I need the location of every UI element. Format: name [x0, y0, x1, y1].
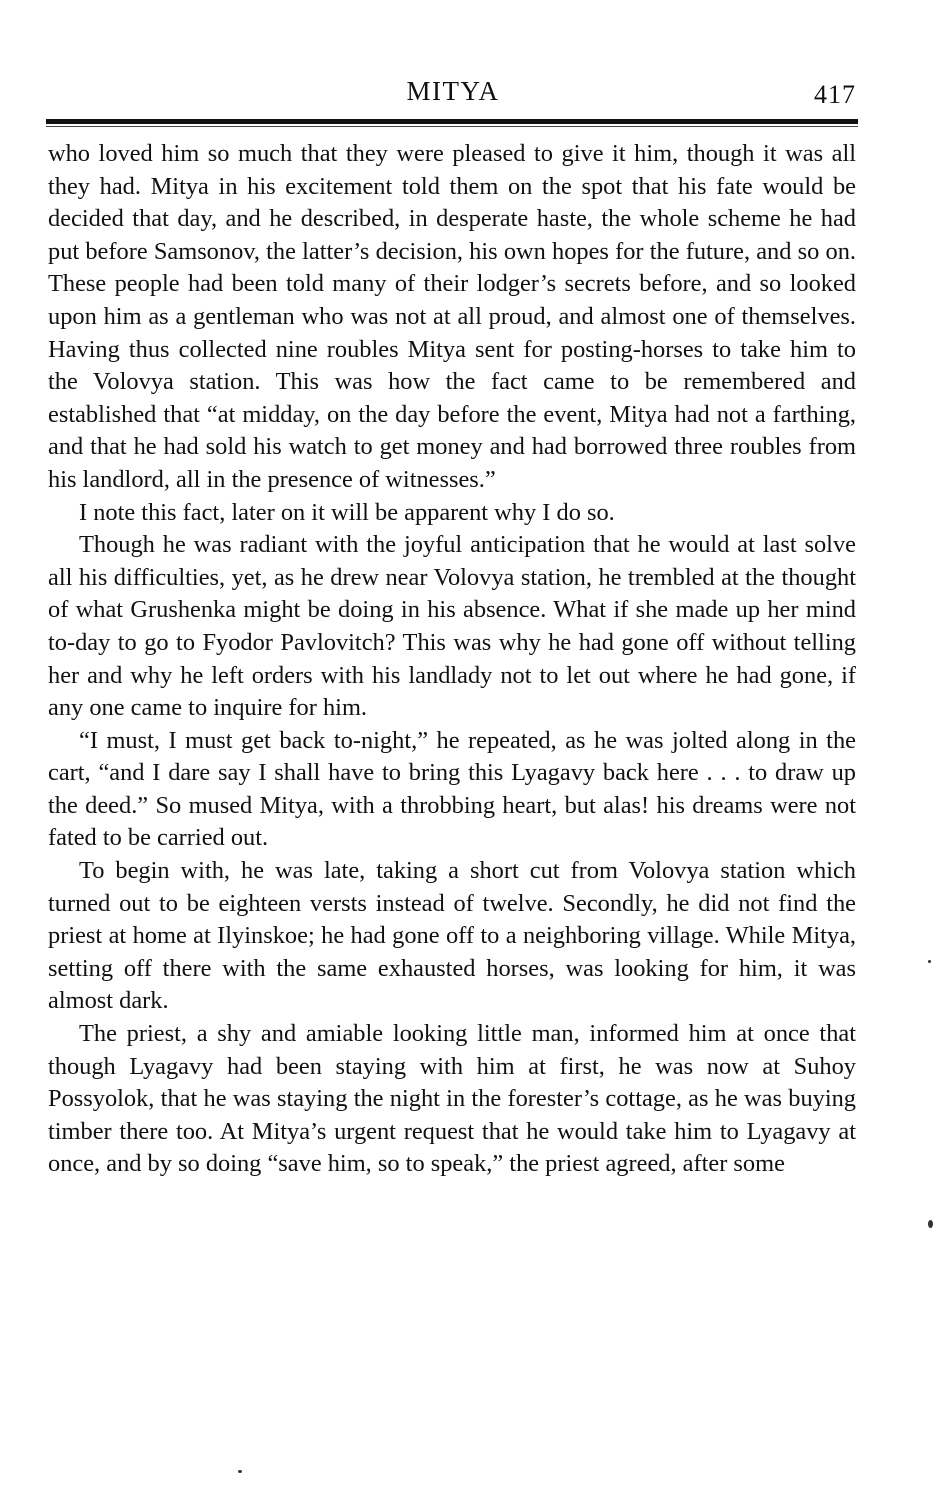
paragraph: “I must, I must get back to-night,” he repeated, as he was jolted along in the cart, “and I dare say I shall have to bring this Lyagavy back here . . . to draw up the deed.” So mused Mitya, with a throbbing heart, but alas! his dreams were not fated to be carried out. [48, 726, 856, 852]
paragraph: Though he was radiant with the joyful anticipation that he would at last solve all his difficulties, yet, as he drew near Volovya station, he trembled at the thought of what Grushenka might be doing in his absence. What if she made up her mind to-day to go to Fyodor Pavlovitch? This was why he had gone off without telling her and why he left orders with his landlady not to let out where he had gone, if any one came to inquire for him. [48, 531, 856, 722]
page-number: 417 [814, 80, 856, 109]
body-text [48, 138, 856, 1181]
paragraph: To begin with, he was late, taking a short cut from Volovya station which turned out to be eighteen versts instead of twelve. Secondly, he did not find the priest at home at Ilyinskoe; he had gone off to a neighboring village. While Mitya, setting off there with the same exhausted horses, was looking for him, it was almost dark. [48, 857, 856, 1015]
page-header [48, 72, 858, 112]
scan-speck [238, 1470, 242, 1473]
header-rule-thin [46, 126, 858, 127]
scan-speck [928, 1220, 933, 1228]
paragraph: The priest, a shy and amiable looking little man, informed him at once that though Lyagavy had been staying with him at first, he was now at Suhoy Possyolok, that he was staying the night in the forester’s cottage, as he was buying timber there too. At Mitya’s urgent request that he would take him to Lyagavy at once, and by so doing “save him, so to speak,” the priest agreed, after some [48, 1020, 856, 1178]
running-title: MITYA [406, 76, 500, 106]
header-rule [46, 119, 858, 124]
paragraph: I note this fact, later on it will be apparent why I do so. [79, 498, 615, 526]
scan-speck [928, 960, 931, 963]
paragraph: who loved him so much that they were pleased to give it him, though it was all they had. Mitya in his excitement told them on the spot that his fate would be decided that day, and he described, in desperate haste, the whole scheme he had put before Samsonov, the latter’s decision, his own hopes for the future, and so on. These people had been told many of their lodger’s secrets before, and so looked upon him as a gentleman who was not at all proud, and almost one of themselves. Having thus collected nine roubles Mitya sent for posting-horses to take him to the Volovya station. This was how the fact came to be remembered and established that “at midday, on the day before the event, Mitya had not a farthing, and that he had sold his watch to get money and had borrowed three roubles from his landlord, all in the presence of witnesses.” [48, 140, 856, 493]
